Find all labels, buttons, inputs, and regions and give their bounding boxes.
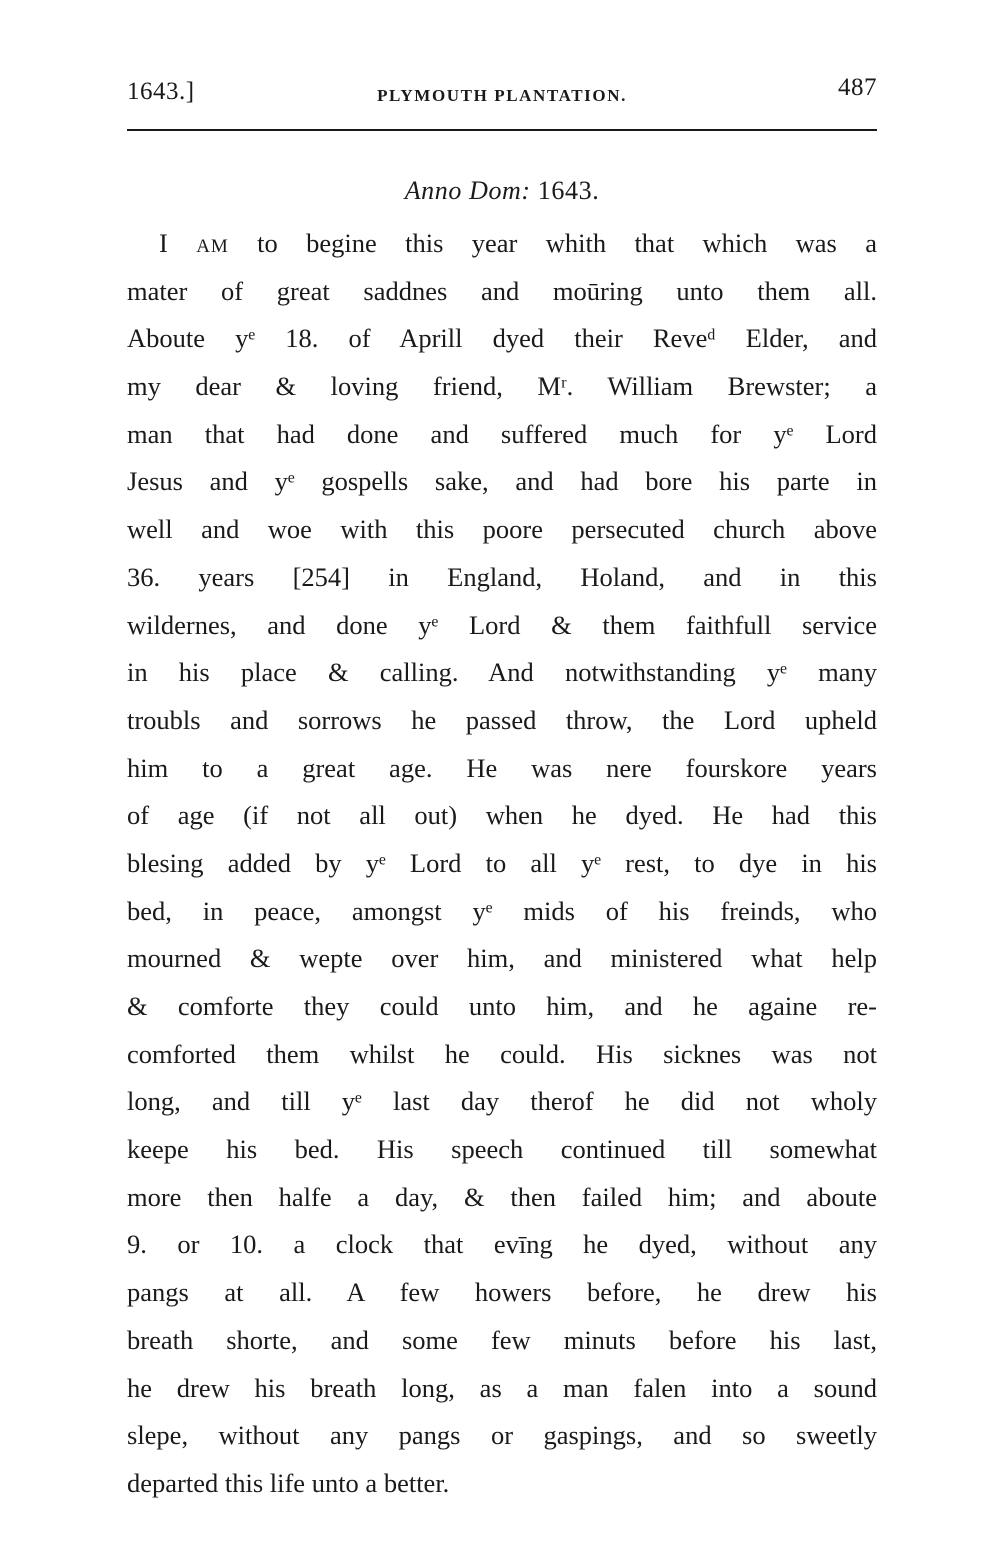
text-line: & comforte they could unto him, and he againe re- bbox=[127, 991, 877, 1021]
text-line: troubls and sorrows he passed throw, the Lord upheld bbox=[127, 704, 877, 735]
text-line: long, and till yᵉ last day therof he did not wholy bbox=[127, 1086, 877, 1117]
text-line: 9. or 10. a clock that evīng he dyed, without any bbox=[127, 1229, 877, 1260]
header-title: PLYMOUTH PLANTATION. bbox=[377, 86, 627, 105]
text-line: well and woe with this poore persecuted church above bbox=[127, 514, 877, 545]
text-line: he drew his breath long, as a man falen into a sound bbox=[127, 1372, 877, 1403]
text-line: Aboute yᵉ 18. of Aprill dyed their Reveᵈ Elder, and bbox=[127, 323, 877, 354]
text-line: man that had done and suffered much for yᵉ Lord bbox=[127, 418, 877, 449]
text-line bbox=[127, 220, 877, 268]
text-line: comforted them whilst he could. His sicknes was not bbox=[127, 1038, 877, 1069]
text-line: more then halfe a day, & then failed him; and aboute bbox=[127, 1181, 877, 1212]
heading-anno-dom: Anno Dom: bbox=[404, 176, 531, 205]
dropcap-initial: I bbox=[159, 228, 168, 258]
text-line: breath shorte, and some few minuts before his last, bbox=[127, 1324, 877, 1355]
header-year: 1643.] bbox=[127, 78, 195, 105]
text-line: mater of great saddnes and moūring unto them all. bbox=[127, 275, 877, 306]
text-line: of age (if not all out) when he dyed. He had this bbox=[127, 800, 877, 831]
text-line: keepe his bed. His speech continued till somewhat bbox=[127, 1134, 877, 1165]
text-line: in his place & calling. And notwithstanding yᵉ many bbox=[127, 657, 877, 688]
text-line: departed this life unto a better. bbox=[127, 1467, 450, 1498]
small-caps-word: AM bbox=[196, 236, 229, 257]
text-line: pangs at all. A few howers before, he drew his bbox=[127, 1277, 877, 1308]
text-line: him to a great age. He was nere fourskore years bbox=[127, 752, 877, 783]
text-line: wildernes, and done yᵉ Lord & them faithfull service bbox=[127, 609, 877, 640]
running-header bbox=[127, 74, 877, 114]
heading-year: 1643. bbox=[537, 176, 600, 205]
text-line: my dear & loving friend, Mʳ. William Brewster; a bbox=[127, 371, 877, 402]
body-paragraph bbox=[127, 220, 877, 1508]
text-line: Jesus and yᵉ gospells sake, and had bore his parte in bbox=[127, 466, 877, 497]
text-line: slepe, without any pangs or gaspings, and so sweetly bbox=[127, 1420, 877, 1451]
text-line: bed, in peace, amongst yᵉ mids of his freinds, who bbox=[127, 895, 877, 926]
text-line: mourned & wepte over him, and ministered what help bbox=[127, 943, 877, 974]
page-number: 487 bbox=[838, 74, 877, 101]
section-heading bbox=[127, 176, 877, 206]
line-text: to begine this year whith that which was a bbox=[228, 228, 877, 258]
header-rule bbox=[127, 129, 877, 131]
text-line: blesing added by yᵉ Lord to all yᵉ rest, to dye in his bbox=[127, 847, 877, 878]
text-line: 36. years [254] in England, Holand, and in this bbox=[127, 561, 877, 592]
